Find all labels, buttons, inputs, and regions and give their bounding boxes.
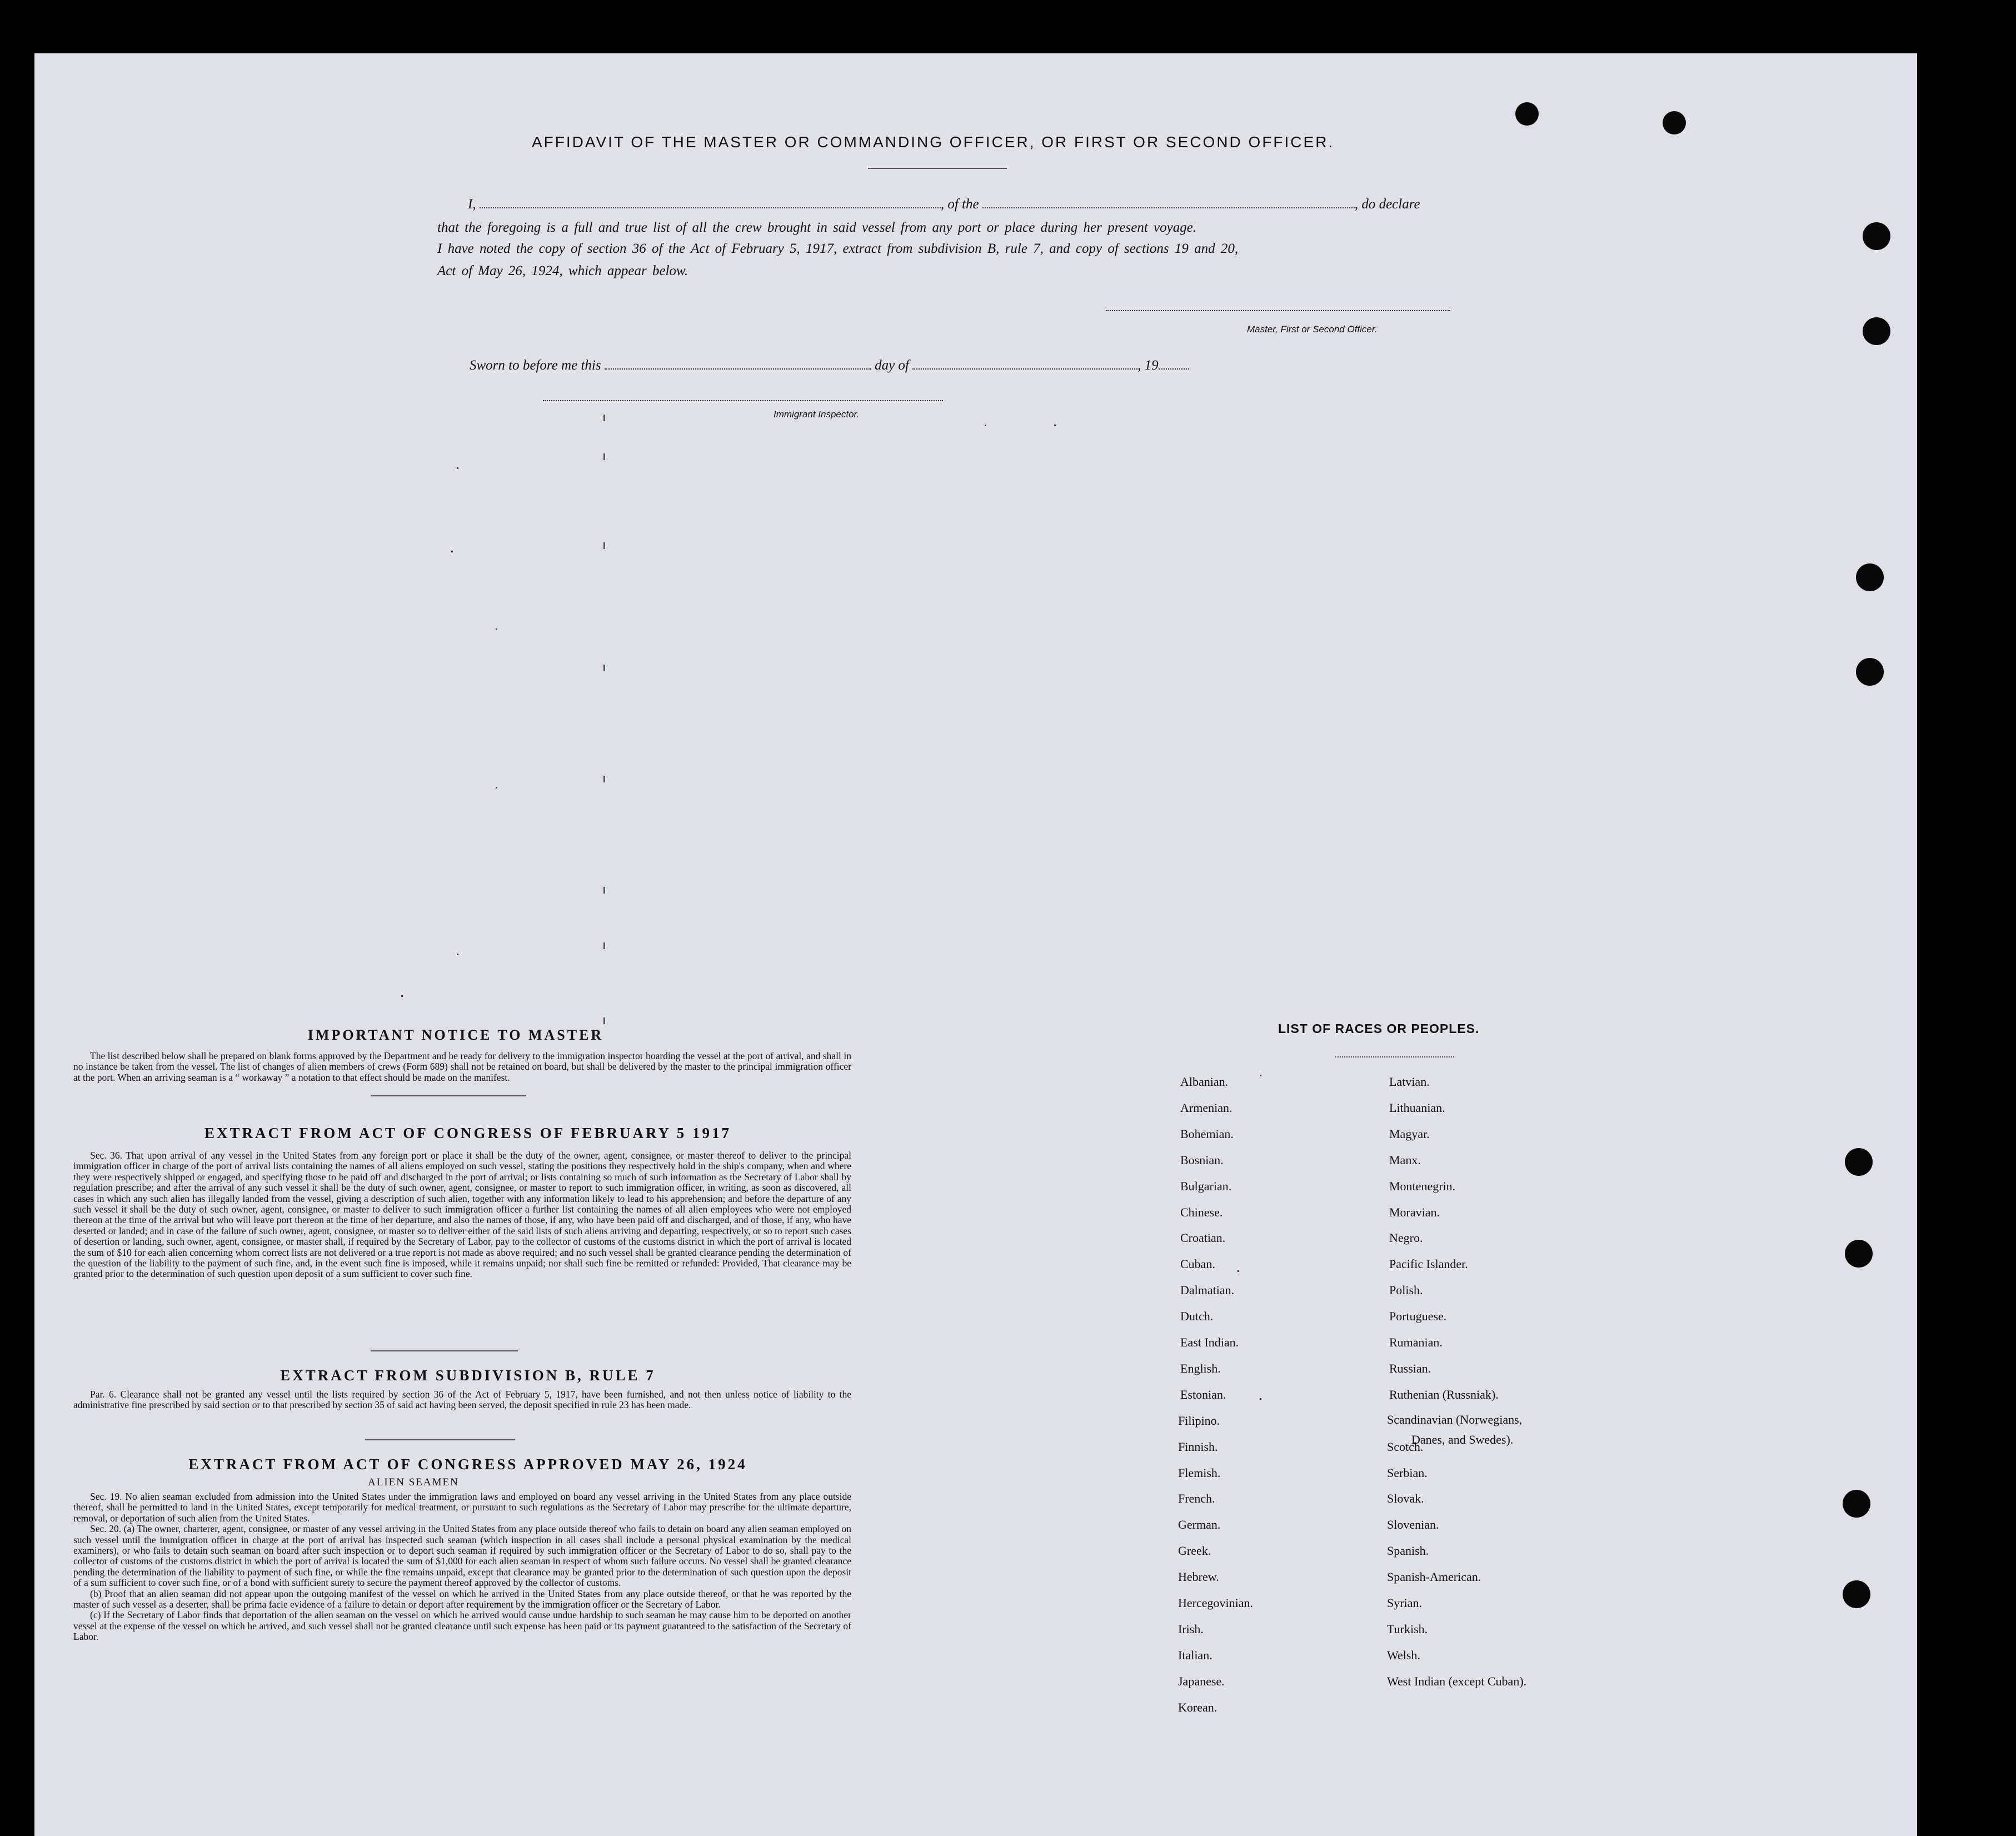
race-item: Dutch. <box>1180 1309 1214 1324</box>
race-item: Turkish. <box>1387 1622 1428 1636</box>
affidavit-title: AFFIDAVIT OF THE MASTER OR COMMANDING OFFICER, OR FIRST OR SECOND OFFICER. <box>532 133 1335 151</box>
mark <box>457 467 458 469</box>
punch-hole <box>1863 317 1890 345</box>
race-item: Danes, and Swedes). <box>1411 1432 1514 1446</box>
mark <box>401 995 403 997</box>
mark <box>496 787 497 789</box>
notice-text <box>73 1051 851 1083</box>
mark <box>603 942 605 949</box>
race-item: Italian. <box>1178 1648 1212 1662</box>
inspector-caption: Immigrant Inspector. <box>774 409 860 420</box>
race-item: Russian. <box>1389 1361 1431 1375</box>
divider <box>371 1350 518 1351</box>
year-prefix: , 19 <box>1137 358 1159 373</box>
race-item: English. <box>1180 1361 1221 1375</box>
race-item: Spanish-American. <box>1387 1570 1481 1584</box>
mark <box>603 665 605 671</box>
punch-hole <box>1843 1580 1870 1608</box>
name-field[interactable] <box>480 207 941 208</box>
affidavit-line-1: that the foregoing is a full and true list of all the crew brought in said vessel from any port or place during her present voyage. <box>437 220 1197 235</box>
extract-rule7-text <box>73 1389 851 1411</box>
race-item: West Indian (except Cuban). <box>1387 1674 1527 1688</box>
race-item: Cuban. <box>1180 1257 1215 1271</box>
mark <box>603 887 605 894</box>
race-item: Filipino. <box>1178 1413 1220 1428</box>
sworn-line <box>470 358 1189 373</box>
mark <box>603 542 605 549</box>
section-36-paragraph: Sec. 36. That upon arrival of any vessel in the United States from any foreign port or place it shall be the duty of the owner, agent, consignee, or master thereof to deliver to the principal immigration officer in charge of the port of arrival lists containing the names of all aliens employed on such vessel, stating the positions they respectively hold in the ship's company, when and where they were respectively shipped or engaged, and specifying those to be paid off and discharged in the port of arrival; or lists containing so much of such information as the Secretary of Labor shall by regulation prescribe; and after the arrival of any such vessel it shall be the duty of such owner, agent, consignee, or master to report to such immigration officer, in writing, as soon as discovered, all cases in which any such alien has illegally landed from the vessel, giving a description of such alien, together with any information likely to lead to his apprehension; and before the departure of any such vessel it shall be the duty of such owner, agent, consignee, or master to deliver to such immigration officer a further list containing the names of all alien employees who were not employed thereon at the time of the arrival but who will leave port thereon at the time of her departure, and also the names of those, if any, who have been paid off and discharged, and of those, if any, who have deserted or landed; and in case of the failure of such owner, agent, consignee, or master so to deliver either of the said lists of such aliens arriving and departing, respectively, or so to report such cases of desertion or landing, such owner, agent, consignee, or master shall, if required by the Secretary of Labor, pay to the collector of customs of the customs district in which the port of arrival is located the sum of $10 for each alien concerning whom correct lists are not delivered or a true report is not made as above required; and no such vessel shall be granted clearance pending the determination of the question of the liability to the payment of such fine, and, in the event such fine is imposed, while it remains unpaid; nor shall such fine be remitted or refunded: Provided, That clearance may be granted prior to the determination of such question upon deposit of a sum sufficient to cover such fine. <box>73 1150 851 1280</box>
sworn-label: Sworn to before me this <box>470 358 601 373</box>
race-item: Hebrew. <box>1178 1570 1219 1584</box>
race-item: Albanian. <box>1180 1075 1229 1089</box>
race-item: Bosnian. <box>1180 1153 1224 1167</box>
race-item: Moravian. <box>1389 1205 1440 1219</box>
extract-1924-title: EXTRACT FROM ACT OF CONGRESS APPROVED MAY 26, 1924 <box>188 1456 747 1473</box>
punch-hole <box>1663 111 1686 134</box>
race-item: Welsh. <box>1387 1648 1420 1662</box>
sworn-day-field[interactable] <box>605 368 871 370</box>
mark <box>1054 425 1056 426</box>
race-item: Slovenian. <box>1387 1518 1439 1532</box>
race-item: Slovak. <box>1387 1491 1424 1506</box>
extract-1917-title: EXTRACT FROM ACT OF CONGRESS OF FEBRUARY 5 1917 <box>204 1125 732 1141</box>
do-declare-label: , do declare <box>1354 197 1420 212</box>
race-item: Croatian. <box>1180 1231 1226 1245</box>
notice-title: IMPORTANT NOTICE TO MASTER <box>307 1027 604 1043</box>
races-title: LIST OF RACES OR PEOPLES. <box>1278 1021 1480 1036</box>
mark <box>1237 1270 1239 1272</box>
mark <box>603 415 605 421</box>
divider <box>365 1439 515 1440</box>
race-item: Negro. <box>1389 1231 1423 1245</box>
race-item: Spanish. <box>1387 1544 1429 1558</box>
race-item: Syrian. <box>1387 1596 1422 1610</box>
race-item: Pacific Islander. <box>1389 1257 1468 1271</box>
alien-seamen-subtitle: ALIEN SEAMEN <box>368 1476 459 1488</box>
punch-hole <box>1845 1240 1873 1268</box>
affidavit-line-3: Act of May 26, 1924, which appear below. <box>437 263 688 278</box>
race-item: French. <box>1178 1491 1215 1506</box>
race-item: East Indian. <box>1180 1335 1239 1349</box>
extract-rule7-title: EXTRACT FROM SUBDIVISION B, RULE 7 <box>280 1367 656 1384</box>
day-of-label: day of <box>875 358 909 373</box>
race-item: Magyar. <box>1389 1126 1430 1141</box>
master-signature-field[interactable] <box>1106 310 1450 311</box>
title-rule <box>868 168 1007 169</box>
section-20c-paragraph: (c) If the Secretary of Labor finds that deportation of the alien seaman on the vessel on which he arrived would cause undue hardship to such seaman he may cause him to be deported on another vessel at the expense of the vessel on which he arrived, and such vessel shall not be granted clearance until such expense has been paid or its payment guaranteed to the satisfaction of the Secretary of Labor. <box>73 1609 851 1643</box>
section-20a-paragraph: Sec. 20. (a) The owner, charterer, agent, consignee, or master of any vessel arriving in the United States from any place outside thereof who fails to detain on board any alien seaman employed on such vessel until the immigration officer in charge at the port of arrival has inspected such seaman (which inspection in all cases shall include a personal physical examination by the medical examiners), or who fails to detain such seaman on board after such inspection or to deport such seaman if required by such immigration officer or the Secretary of Labor to do so, shall pay to the collector of customs of the customs district in which the port of arrival is located the sum of $1,000 for each alien seaman in respect of whom such failure occurs. No vessel shall be granted clearance pending the determination of the liability to payment of such fine, or while the fine remains unpaid, except that clearance may be granted prior to the determination of such question upon the deposit of a sum sufficient to cover such fine, or of a bond with sufficient surety to secure the payment thereof approved by the collector of customs. <box>73 1523 851 1589</box>
inspector-signature-field[interactable] <box>543 400 943 401</box>
race-item: Japanese. <box>1178 1674 1225 1688</box>
year-field[interactable] <box>1159 368 1189 370</box>
race-item: Irish. <box>1178 1622 1204 1636</box>
race-item: Estonian. <box>1180 1387 1226 1401</box>
race-item: Scotch. <box>1387 1439 1424 1454</box>
race-item: Chinese. <box>1180 1205 1223 1219</box>
punch-hole <box>1863 222 1890 250</box>
mark <box>985 425 986 426</box>
section-20b-paragraph: (b) Proof that an alien seaman did not appear upon the outgoing manifest of the vessel on which he arrived in the United States from any place outside thereof, or that he was reported by the master of such vessel as a deserter, shall be prima facie evidence of a failure to detain or deport after requirement by the immigration officer or the Secretary of Labor. <box>73 1588 851 1610</box>
affidavit-line-2: I have noted the copy of section 36 of the Act of February 5, 1917, extract from subdivision B, rule 7, and copy of sections 19 and 20, <box>437 241 1239 256</box>
race-item: Portuguese. <box>1389 1309 1447 1324</box>
mark <box>496 628 497 630</box>
race-item: Lithuanian. <box>1389 1100 1445 1115</box>
race-item: Polish. <box>1389 1283 1423 1298</box>
mark <box>1260 1398 1261 1400</box>
race-item: Bulgarian. <box>1180 1179 1232 1193</box>
race-item: Finnish. <box>1178 1439 1218 1454</box>
mark <box>603 453 605 460</box>
mark <box>603 776 605 782</box>
race-item: Manx. <box>1389 1153 1421 1167</box>
race-item: German. <box>1178 1518 1221 1532</box>
affidavit-declare-line <box>468 197 1420 212</box>
notice-paragraph: The list described below shall be prepared on blank forms approved by the Department and be ready for delivery to the immigration inspector boarding the vessel at the port of arrival, and shall in no instance be taken from the vessel. The list of changes of alien members of crews (Form 689) shall not be retained on board, but shall be delivered by the master to the principal immigration officer at the port. When an arriving seaman is a “ workaway ” a notation to that effect should be made on the manifest. <box>73 1050 851 1083</box>
race-item: Flemish. <box>1178 1465 1221 1480</box>
par-6-paragraph: Par. 6. Clearance shall not be granted any vessel until the lists required by section 36 of the Act of February 5, 1917, have been furnished, and not then unless notice of liability to the administrative fine prescribed by said section or to that prescribed by section 35 of said act having been served, the deposit specified in rule 23 has been made. <box>73 1389 851 1411</box>
punch-hole <box>1843 1490 1870 1518</box>
race-item: Bohemian. <box>1180 1126 1234 1141</box>
race-item: Scandinavian (Norwegians, <box>1387 1412 1523 1426</box>
race-item: Latvian. <box>1389 1075 1430 1089</box>
extract-1924-text <box>73 1491 851 1643</box>
i-label: I, <box>468 197 476 212</box>
sworn-month-field[interactable] <box>912 368 1137 370</box>
mark <box>451 551 453 552</box>
extract-1917-text <box>73 1150 851 1280</box>
race-item: Rumanian. <box>1389 1335 1443 1349</box>
race-item: Korean. <box>1178 1700 1217 1714</box>
master-signature-caption: Master, First or Second Officer. <box>1247 324 1378 335</box>
races-title-rule <box>1335 1056 1454 1057</box>
race-item: Greek. <box>1178 1544 1211 1558</box>
race-item: Hercegovinian. <box>1178 1596 1253 1610</box>
vessel-field[interactable] <box>982 207 1355 208</box>
divider <box>371 1095 526 1096</box>
race-item: Serbian. <box>1387 1465 1428 1480</box>
race-item: Montenegrin. <box>1389 1179 1456 1193</box>
race-item: Ruthenian (Russniak). <box>1389 1387 1499 1401</box>
of-the-label: , of the <box>940 197 979 212</box>
mark <box>603 1017 605 1024</box>
mark <box>457 954 458 955</box>
race-item: Dalmatian. <box>1180 1283 1235 1298</box>
punch-hole <box>1845 1148 1873 1176</box>
race-item: Armenian. <box>1180 1100 1232 1115</box>
document-page <box>34 53 1917 1836</box>
section-19-paragraph: Sec. 19. No alien seaman excluded from admission into the United States under the immigration laws and employed on board any vessel arriving in the United States from any place outside thereof, shall be permitted to land in the United States, except temporarily for medical treatment, or pursuant to such regulations as the Secretary of Labor may prescribe for the ultimate departure, removal, or deportation of such alien from the United States. <box>73 1491 851 1524</box>
mark <box>1260 1075 1261 1076</box>
punch-hole <box>1515 102 1539 126</box>
punch-hole <box>1856 658 1884 686</box>
punch-hole <box>1856 563 1884 591</box>
